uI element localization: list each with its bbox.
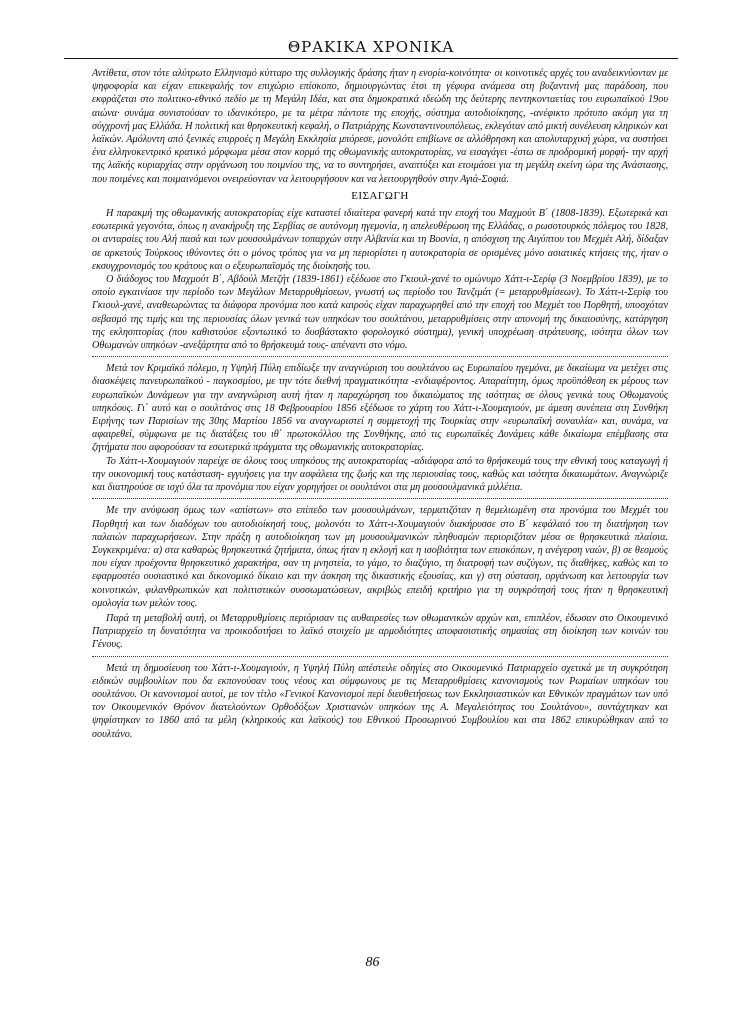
section-heading: ΕΙΣΑΓΩΓΗ	[351, 189, 409, 202]
paragraph-5: Με την ανύψωση όμως των «απίστων» στο επίπεδο των μουσουλμάνων, τερματιζόταν η θεμελιωμένη στα προνόμια του Μεχμέτ του Πορθητή και των διαδόχων του αυτοδιοίκησή τους, μολονότι το Χάττ-ι-Χουμαγιούν διακήρυσσε στο Β΄ κεφάλαιό του τη διατήρηση των παλαιών παραχωρήσεων. Στην πράξη η αυτοδιοίκηση των μη μουσουλμανικών πληθυσμών περιοριζόταν μέσα σε θρησκευτικά πλαίσια. Συγκεκριμένα: α) στα καθαρώς θρησκευτικά ζητήματα, όπως ήταν η εκλογή και η ισοβιότητα των επισκόπων, η ανέγερση ναών, β) σε θεσμούς που είχαν προέχοντα θρησκευτικό χαρακτήρα, σαν τη μνηστεία, το γάμο, το διαζύγιο, τη διατροφή των συζύγων, τις διαθήκες, καθώς και το εφαρμοστέο ουσιαστικό και δικονομικό δίκαιο και την άσκηση της δικαστικής εξουσίας, και γ) στη σύσταση, οργάνωση και λειτουργία των κοινοτικών, φιλανθρωπικών και πολιτιστικών συσσωματώσεων, ακριβώς επειδή κριτήριο για τη συγκρότησή τους ήταν η θρησκευτική ομολογία των μελών τους.	[92, 505, 668, 609]
page-body	[92, 67, 668, 741]
dotted-separator	[92, 656, 668, 657]
running-header: ΘΡΑΚΙΚΑ ΧΡΟΝΙΚΑ	[287, 38, 455, 56]
intro-paragraph: Αντίθετα, στον τότε αλύτρωτο Ελληνισμό κύτταρο της συλλογικής δράσης ήταν η ενορία-κοινότητα· οι κοινοτικές αρχές του αναδεικνύονταν με ψηφοφορία και είχαν επικεφαλής τον επιχώριο επίσκοπο, δημιουργώντας έτσι τη γέφυρα ανάμεσα στη βυζαντινή μας παράδοση, που εκφράζεται στο πολιτικο-εθνικό πεδίο με τη Μεγάλη Ιδέα, και στα δημοκρατικά ιδεώδη της δεύτερης πεντηκονταετίας του ευρωπαϊκού 19ου αιώνα· συνάμα συνιστούσαν το ιδανικότερο, με τα μέτρα πάντοτε της εποχής, σύστημα αυτοδιοίκησης, -ανέφικτο πρότυπο ακόμη για τη σύγχρονή μας Ελλάδα. Η πολιτική και θρησκευτική κεφαλή, ο Πατριάρχης Κωνσταντινουπόλεως, εκλεγόταν από μικτή συνέλευση κληρικών και λαϊκών. Αμόλυντη από ξενικές επιρροές η Μεγάλη Εκκλησία μπόρεσε, μονολότι επιβίωνε σε αλλόθρησκη και απολυταρχική χώρα, να συστήσει ένα ελληνοκεντρικό κρατικό μόρφωμα μέσα στον κορμό της οθωμανικής αυτοκρατορίας, να εισαγάγει -έστω σε προδρομική μορφή- την αρχή της λαϊκής κυριαρχίας στην οργάνωση του ποιμνίου της, να το συντηρήσει, αναπτύξει και ετοιμάσει για τη μεγάλη εκείνη ώρα της Ανάστασης, που ποιμένες και ποιμαινόμενοι ονειρεύονταν να λειτουργήσουν και να λειτουργηθούν στην Αγιά-Σοφιά.	[92, 68, 668, 185]
header-rule	[64, 58, 678, 59]
paragraph-1: Η παρακμή της οθωμανικής αυτοκρατορίας είχε καταστεί ιδιαίτερα φανερή κατά την εποχή του Μαχμούτ Β΄ (1808-1839). Εξωτερικά και εσωτερικά γεγονότα, όπως η ανακήρυξη της Σερβίας σε αυτόνομη ηγεμονία, η απελευθέρωση της Ελλάδας, ο ρωσοτουρκός πόλεμος του 1828, οι ανταρσίες του Αλή πασά και των μουσουλμάνων τοπαρχών στην Αλβανία και τη Βοσνία, η απόσχιση της Αιγύπτου του Μεχμέτ Αλή, δίδαξαν σε αρκετούς Τούρκους ιθύνοντες ότι ο μόνος τρόπος για να μη περιορίστει η αυτοκρατορία σε ορισμένες μόνο ασιατικές κτήσεις της, ήταν ο εκσυγχρονισμός του κράτους και ο εξευρωπαϊσμός της διοίκησής του.	[92, 208, 668, 272]
page-number: 86	[365, 955, 380, 970]
dotted-separator	[92, 498, 668, 499]
paragraph-3: Μετά τον Κριμαϊκό πόλεμο, η Υψηλή Πύλη επιδίωξε την αναγνώριση του σουλτάνου ως Ευρωπαίου ηγεμόνα, με δικαίωμα να μετέχει στις διασκέψεις πανευρωπαϊκού - παγκοσμίου, με την τότε διεθνή πραγματικότητα -ενδιαφέροντος. Απαραίτητη, όμως προϋπόθεση εκ μέρους των ευρωπαϊκών Δυνάμεων για την αναγνώριση αυτή ήταν η παραχώρηση του δικαιώματος της ισότητας σε όλους γενικά τους Οθωμανούς υπηκόους. Γι΄ αυτό και ο σουλτάνος στις 18 Φεβρουαρίου 1856 εξέδωσε το χάρτη του Χάττ-ι-Χουμαγιούν, με άμεση συνέπεια στη Συνθήκη Ειρήνης των Παρισίων της 30ης Μαρτίου 1856 να αναγνωριστεί η συμμετοχή της Τουρκίας στην «ευρωπαϊκή συναυλία» και, συνάμα, να αφαιρεθεί, σύμφωνα με τις διατάξεις του ιθ΄ πρωτοκόλλου της Συνθήκης, από τις ευρωπαϊκές Δυνάμεις κάθε δικαίωμα επέμβασης στα ζητήματα που αφορούσαν τα εσωτερικά πράγματα της οθωμανικής αυτοκρατορίας.	[92, 363, 668, 454]
paragraph-4: Το Χάττ-ι-Χουμαγιούν παρείχε σε όλους τους υπηκόους της αυτοκρατορίας -αδιάφορα από το θρήσκευμά τους την εθνική τους καταγωγή ή την οικονομική τους κατάσταση- εγγυήσεις για την ασφάλεια της ζωής και της περιουσίας τους, καθώς και ισότητα δικαιωμάτων. Αναγνώριζε και διατηρούσε σε ισχύ όλα τα προνόμια που είχαν χορηγήσει οι σουλτάνοι στα μη μουσουλμανικά μιλλέτια.	[92, 455, 668, 494]
paragraph-2: Ο διάδοχος του Μαχμούτ Β΄, Αβδούλ Μετζήτ (1839-1861) εξέδωσε στο Γκιουλ-χανέ το ομώνυμο Χάττ-ι-Σερίφ (3 Νοεμβρίου 1839), με το οποίο εγκαινίασε την περίοδο των Μεγάλων Μεταρρυθμίσεων, γνωστή ως περίοδο του Τανζιμάτ (= μεταρρυθμίσεων). Το Χάττ-ι-Σερίφ του Γκιουλ-χανέ, αναθεωρώντας τα διάφορα προνόμια που κατά καιρούς είχαν παραχωρηθεί από την εποχή του Μεχμέτ του Πορθητή, υποσχόταν σεβασμό της τιμής και της περιουσίας όλων γενικά των υπηκόων του σουλτάνου, μεταρρυθμίσεις στην απονομή της δικαιοσύνης, κατάργηση της εκλησπτορίας (που καθιστούσε εξοντωτικό το δυσβάστακτο φορολογικό σύστημα), γενική υποχρέωση στράτευσης, ισότητα όλων των Οθωμανών υπηκόων -ανεξάρτητα από το θρήσκευμά τους- απέναντι στο νόμο.	[92, 274, 668, 352]
paragraph-7: Μετά τη δημοσίευση του Χάττ-ι-Χουμαγιούν, η Υψηλή Πύλη απέστειλε οδηγίες στο Οικουμενικό Πατριαρχείο σχετικά με τη συγκρότηση ειδικών συμβουλίων που δα εκπονούσαν τους νέους και σύμφωνους με τις Μεταρρυθμίσεις κανονισμούς των Ρωμαίων υπηκόων του σουλτάνου. Οι κανονισμοί αυτοί, με τον τίτλο «Γενικοί Κανονισμοί περί διευθετήσεως των Εκκλησιαστικών και Εθνικών πραγμάτων των υπό τον Οικουμενικόν Θρόνον διατελούντων Ορθοδόξων Χριστιανών υπηκόων της Α. Μεγαλειότητος του Σουλτάνου», συντάχτηκαν και ψηφίστηκαν το 1860 από τα μέλη (κληρικούς και λαϊκούς) του Εθνικού Προσωρινού Συμβουλίου και στα 1862 επικυρώθηκαν από το σουλτάνο.	[92, 662, 668, 740]
paragraph-6: Παρά τη μεταβολή αυτή, οι Μεταρρυθμίσεις περιόρισαν τις αυθαιρεσίες των οθωμανικών αρχών και, επιπλέον, έδωσαν στο Οικουμενικό Πατριαρχείο τη δυνατότητα να προικοδοτήσει το λαϊκό στοιχείο με αρμοδιότητες αποφασιστικής σημασίας στη διοίκηση των κοινών του Γένους.	[92, 612, 668, 651]
dotted-separator	[92, 356, 668, 357]
